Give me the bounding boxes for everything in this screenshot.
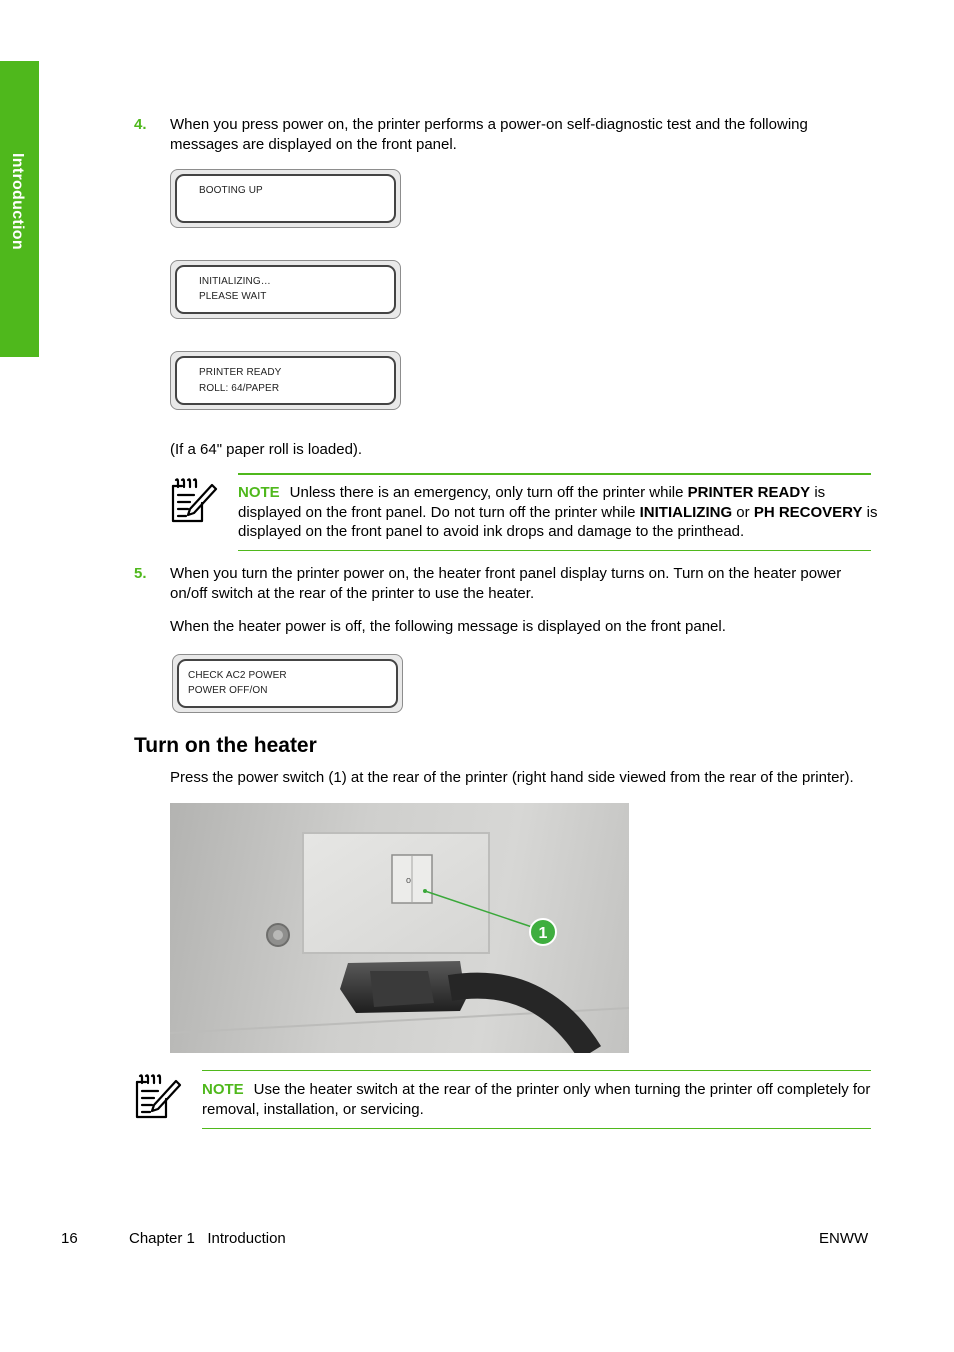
note-top-rule (238, 473, 871, 475)
page-number: 16 (61, 1230, 78, 1247)
panel-line: POWER OFF/ON (188, 685, 268, 696)
note-text: or (732, 503, 754, 521)
step-4-text: When you press power on, the printer performs a power-on self-diagnostic test and the following messages are displayed on the front panel. (170, 116, 808, 153)
step-5-text: When you turn the printer power on, the heater front panel display turns on. Turn on the heater power on/off switch at the rear of the printer to use the heater. (170, 565, 842, 602)
panel-line: CHECK AC2 POWER (188, 670, 287, 681)
chapter-side-tab (0, 61, 39, 357)
note-label: NOTE (238, 484, 280, 501)
note-icon (132, 1073, 182, 1121)
note-label: NOTE (202, 1081, 244, 1098)
panel-line: PRINTER READY (199, 367, 282, 378)
section-text: Press the power switch (1) at the rear of the printer (right hand side viewed from the rear of the printer). (170, 769, 854, 786)
switch-mark: o (406, 875, 412, 885)
panel-line: PLEASE WAIT (199, 291, 267, 302)
front-panel-initializing (170, 260, 401, 319)
note-top-rule (202, 1070, 871, 1071)
note-text: is displayed on the front panel. Do not turn off the printer while (238, 484, 826, 521)
heater-switch-photo (170, 803, 629, 1053)
step-4-number: 4. (134, 116, 147, 133)
panel-line: BOOTING UP (199, 185, 263, 196)
footer-chapter: Chapter 1 Introduction (129, 1230, 286, 1247)
note-2 (202, 1080, 878, 1119)
step-5-number: 5. (134, 565, 147, 582)
panel-line: ROLL: 64/PAPER (199, 383, 280, 394)
callout-number: 1 (538, 925, 548, 942)
front-panel-booting (170, 169, 401, 228)
note-text: Use the heater switch at the rear of the printer only when turning the printer off completely for removal, installation, or servicing. (202, 1081, 871, 1118)
front-panel-ready (170, 351, 401, 410)
note-bottom-rule (238, 550, 871, 551)
front-panel-check-power (172, 654, 403, 713)
panel-line: INITIALIZING… (199, 276, 271, 287)
note-bold: PRINTER READY (687, 484, 811, 501)
side-tab-label: Introduction (9, 153, 26, 250)
photo-illustration (170, 803, 629, 1053)
paper-roll-note: (If a 64" paper roll is loaded). (170, 441, 363, 458)
step-5-text-2: When the heater power is off, the following message is displayed on the front panel. (170, 618, 726, 635)
note-icon (168, 477, 218, 525)
note-text: Unless there is an emergency, only turn off the printer while (289, 484, 688, 501)
note-bottom-rule (202, 1128, 871, 1129)
note-bold: PH RECOVERY (753, 503, 863, 521)
note-1 (238, 483, 878, 542)
note-bold: INITIALIZING (639, 503, 733, 521)
section-heading: Turn on the heater (134, 734, 317, 757)
footer-right: ENWW (819, 1230, 869, 1247)
note-text: is displayed on the front panel to avoid ink drops and damage to the printhead. (238, 503, 878, 540)
